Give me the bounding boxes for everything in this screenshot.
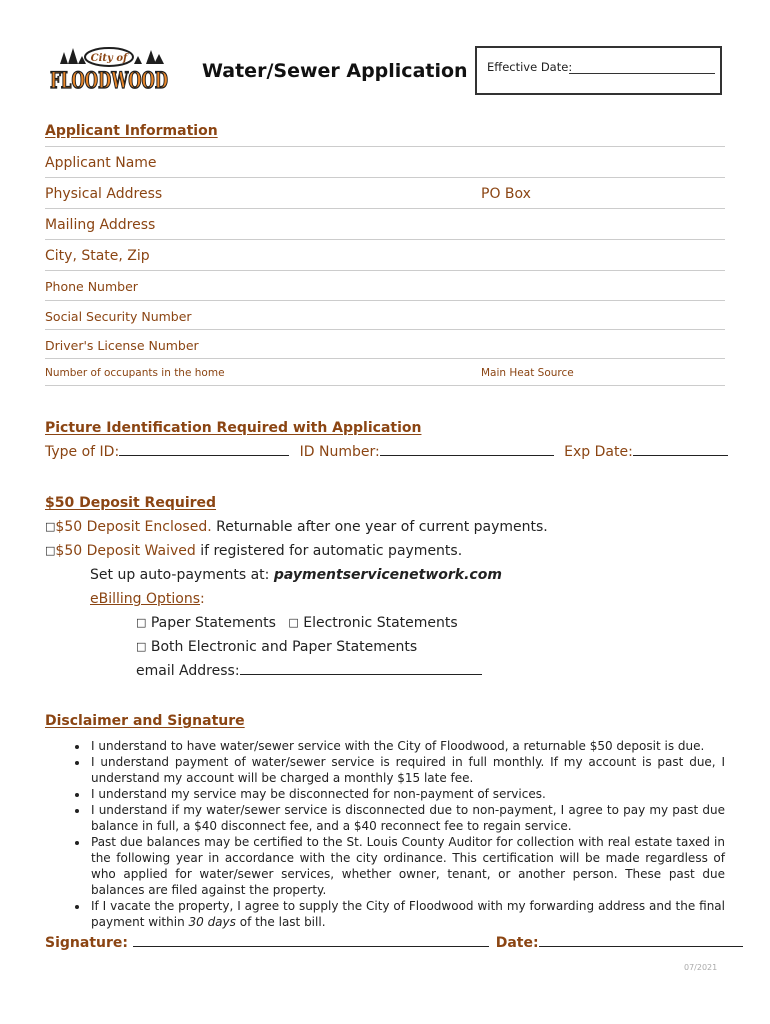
- date-label: Date:: [495, 935, 539, 951]
- deposit-heading: $50 Deposit Required: [45, 495, 217, 511]
- disclaimer-item-vacate: • If I vacate the property, I agree to supply the City of Floodwood with my forwarding address and the final payment within 30 days of the last bill.: [89, 898, 725, 930]
- signature-label: Signature:: [45, 935, 128, 951]
- physical-address-label: Physical Address: [45, 186, 163, 202]
- logo-top-text: City of: [90, 53, 128, 64]
- effective-date-field[interactable]: [569, 73, 715, 74]
- drivers-license-label: Driver's License Number: [45, 338, 199, 353]
- heat-source-label: Main Heat Source: [481, 367, 574, 379]
- picture-id-row: [45, 444, 728, 460]
- deposit-enclosed-text: Returnable after one year of current payments.: [211, 519, 548, 535]
- paper-statements-checkbox[interactable]: □: [136, 616, 147, 629]
- deposit-waived-row[interactable]: [45, 543, 462, 559]
- both-statements-label: Both Electronic and Paper Statements: [150, 639, 418, 655]
- applicant-name-field[interactable]: [45, 177, 725, 178]
- city-state-zip-label: City, State, Zip: [45, 248, 150, 264]
- mailing-address-label: Mailing Address: [45, 217, 156, 233]
- email-row: [136, 663, 482, 679]
- physical-address-field[interactable]: [45, 208, 725, 209]
- disclaimer-item: • I understand if my water/sewer service is disconnected due to non-payment, I agree to pay my past due balance in full, a $40 disconnect fee, and a $40 reconnect fee to regain service.: [89, 802, 725, 834]
- ssn-field[interactable]: [45, 329, 725, 330]
- signature-row: [45, 934, 743, 951]
- occupants-label: Number of occupants in the home: [45, 367, 225, 379]
- phone-field[interactable]: [45, 300, 725, 301]
- electronic-statements-label: Electronic Statements: [303, 615, 458, 631]
- ebilling-colon: :: [200, 591, 205, 607]
- autopay-row: [90, 567, 502, 583]
- disclaimer-item: • I understand my service may be disconnected for non-payment of services.: [89, 786, 725, 802]
- electronic-statements-checkbox[interactable]: □: [288, 616, 299, 629]
- type-of-id-label: Type of ID:: [45, 444, 120, 460]
- signature-field[interactable]: [133, 934, 489, 947]
- exp-date-label: Exp Date:: [564, 444, 633, 460]
- city-logo: [46, 44, 172, 94]
- disclaimer-item: • I understand payment of water/sewer service is required in full monthly. If my account is past due, I understand my account will be charged a monthly $15 late fee.: [89, 754, 725, 786]
- occupants-field[interactable]: [45, 385, 725, 386]
- disclaimer-heading: Disclaimer and Signature: [45, 713, 245, 729]
- ebilling-row: [90, 591, 205, 607]
- both-statements-checkbox[interactable]: □: [136, 640, 147, 653]
- deposit-waived-label: $50 Deposit Waived: [55, 543, 196, 559]
- applicant-info-heading: Applicant Information: [45, 123, 218, 139]
- disclaimer-item: • Past due balances may be certified to the St. Louis County Auditor for collection with real estate taxed in the following year in accordance with the city ordinance. This certification will be made regardless of who applied for water/sewer services, whether owner, tenant, or another person. These past due balances are filed against the property.: [89, 834, 725, 898]
- picture-id-heading: Picture Identification Required with Application: [45, 420, 422, 436]
- ebilling-options-label: eBilling Options: [90, 591, 201, 607]
- disclaimer-list: [45, 738, 725, 930]
- ssn-label: Social Security Number: [45, 309, 192, 324]
- deposit-enclosed-row[interactable]: [45, 519, 548, 535]
- disclaimer-item: • I understand to have water/sewer service with the City of Floodwood, a returnable $50 deposit is due.: [89, 738, 725, 754]
- autopay-site-link[interactable]: paymentservicenetwork.com: [273, 567, 502, 583]
- mailing-address-field[interactable]: [45, 239, 725, 240]
- city-state-zip-field[interactable]: [45, 270, 725, 271]
- type-of-id-field[interactable]: [119, 445, 289, 456]
- effective-date-box: [475, 46, 722, 95]
- revision-date: 07/2021: [684, 963, 718, 972]
- autopay-text: Set up auto-payments at:: [90, 567, 274, 583]
- effective-date-label: Effective Date:: [487, 60, 573, 74]
- email-address-label: email Address:: [136, 663, 240, 679]
- drivers-license-field[interactable]: [45, 358, 725, 359]
- statement-options-row: [136, 615, 458, 631]
- paper-statements-label: Paper Statements: [150, 615, 276, 631]
- deposit-enclosed-label: $50 Deposit Enclosed.: [55, 519, 212, 535]
- logo-main-text: FLOODWOOD: [50, 68, 168, 94]
- po-box-label: PO Box: [481, 186, 531, 202]
- exp-date-field[interactable]: [633, 445, 728, 456]
- email-address-field[interactable]: [240, 664, 482, 675]
- applicant-name-label: Applicant Name: [45, 155, 157, 171]
- deposit-waived-checkbox[interactable]: □: [45, 544, 56, 557]
- date-field[interactable]: [539, 934, 743, 947]
- page-title: Water/Sewer Application: [202, 60, 468, 82]
- id-number-label: ID Number:: [299, 444, 380, 460]
- deposit-waived-text: if registered for automatic payments.: [195, 543, 463, 559]
- deposit-enclosed-checkbox[interactable]: □: [45, 520, 56, 533]
- both-statements-row: [136, 639, 417, 655]
- id-number-field[interactable]: [380, 445, 554, 456]
- phone-label: Phone Number: [45, 279, 138, 294]
